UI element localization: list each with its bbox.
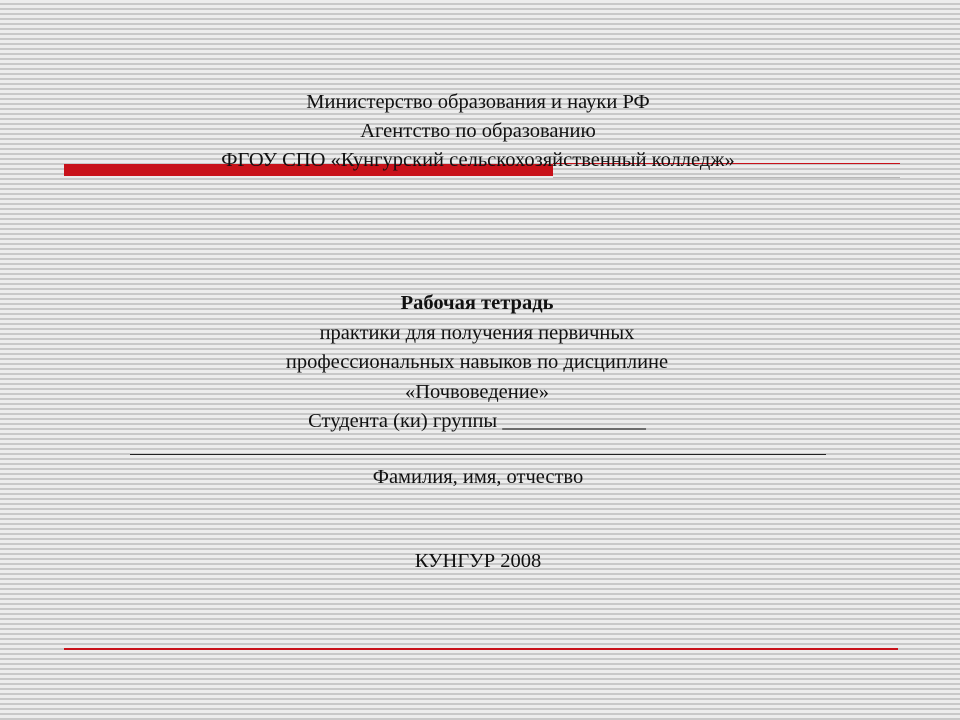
workbook-title-block (0, 289, 954, 437)
name-fill-line (130, 454, 826, 455)
institution-header (0, 88, 956, 175)
agency-name: Агентство по образованию (360, 120, 596, 142)
workbook-subtitle-line1: практики для получения первичных (319, 321, 635, 344)
workbook-title: Рабочая тетрадь (400, 292, 554, 314)
fio-caption: Фамилия, имя, отчество (372, 466, 584, 488)
workbook-subtitle-line2: профессиональных навыков по дисциплине (285, 351, 669, 373)
student-group-line: Студента (ки) группы ______________ (308, 410, 646, 432)
red-accent-line-bottom (64, 648, 898, 650)
gray-accent-line-top (553, 177, 900, 178)
ministry-name: Министерство образования и науки РФ (306, 91, 650, 113)
discipline-name: «Почвоведение» (404, 380, 550, 403)
city-year: КУНГУР 2008 (414, 550, 542, 572)
college-name: ФГОУ СПО «Кунгурский сельскохозяйственный колледж» (221, 149, 735, 171)
